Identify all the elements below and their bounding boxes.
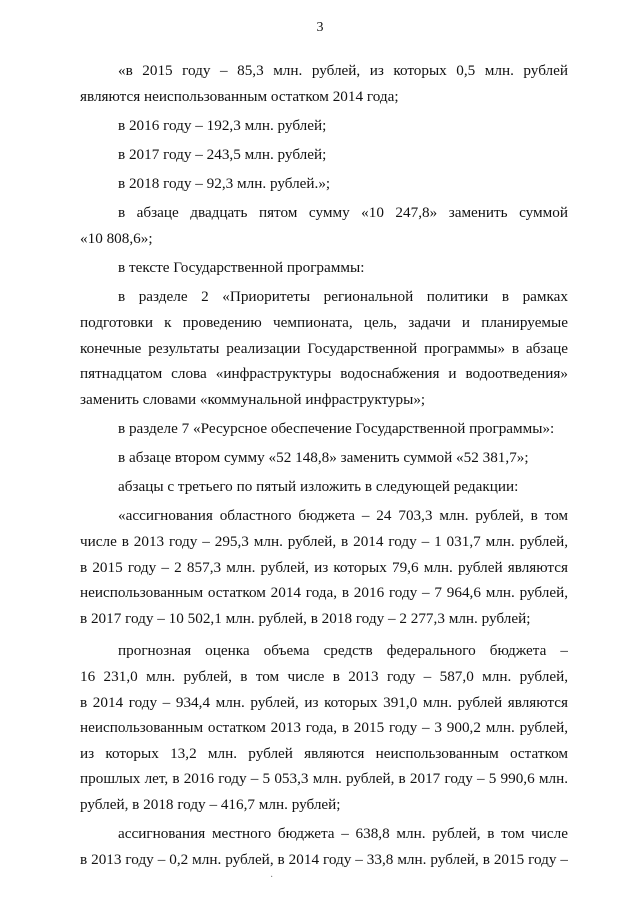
text-line: неиспользованным остатком 2014 года, в 2016 году – 7 964,6 млн. рублей,	[80, 584, 568, 602]
text-line: 16 231,0 млн. рублей, в том числе в 2013 году – 587,0 млн. рублей,	[80, 668, 568, 685]
text-line: прогнозная оценка объема средств федерального бюджета –	[118, 642, 568, 660]
text-line: пятнадцатом слова «инфраструктуры водоснабжения и водоотведения»	[80, 365, 568, 383]
text-line: прошлых лет, в 2016 году – 5 053,3 млн. рублей, в 2017 году – 5 990,6 млн.	[80, 770, 568, 788]
text-line: числе в 2013 году – 295,3 млн. рублей, в 2014 году – 1 031,7 млн. рублей,	[80, 533, 568, 551]
text-line: в тексте Государственной программы:	[118, 259, 365, 277]
text-line: абзацы с третьего по пятый изложить в следующей редакции:	[118, 478, 519, 496]
text-line: в 2017 году – 10 502,1 млн. рублей, в 2018 году – 2 277,3 млн. рублей;	[80, 609, 531, 627]
text-line: в разделе 2 «Приоритеты региональной политики в рамках	[118, 288, 568, 306]
page-number: 3	[316, 20, 324, 35]
text-line: в 2014 году – 934,4 млн. рублей, из которых 391,0 млн. рублей являются	[80, 693, 568, 711]
text-line: в 2015 году – 2 857,3 млн. рублей, из которых 79,6 млн. рублей являются	[80, 558, 568, 576]
text-line: неиспользованным остатком 2013 года, в 2015 году – 3 900,2 млн. рублей,	[80, 719, 568, 737]
text-line: из которых 13,2 млн. рублей являются неиспользованным остатком	[80, 744, 568, 762]
scan-mark: ·	[270, 872, 274, 883]
text-line: в абзаце двадцать пятом сумму «10 247,8» заменить суммой	[118, 204, 568, 222]
text-line: ассигнования местного бюджета – 638,8 млн. рублей, в том числе	[118, 825, 568, 843]
text-line: в разделе 7 «Ресурсное обеспечение Государственной программы»:	[118, 419, 555, 437]
text-line: рублей, в 2018 году – 416,7 млн. рублей;	[80, 795, 341, 813]
text-line: в 2018 году – 92,3 млн. рублей.»;	[118, 175, 331, 193]
text-line: являются неиспользованным остатком 2014 года;	[80, 87, 399, 105]
text-line: в 2016 году – 192,3 млн. рублей;	[118, 116, 327, 134]
text-line: в абзаце втором сумму «52 148,8» заменить суммой «52 381,7»;	[118, 449, 529, 467]
text-line: «ассигнования областного бюджета – 24 703,3 млн. рублей, в том	[118, 507, 568, 525]
document-body	[80, 58, 568, 872]
text-line: в 2013 году – 0,2 млн. рублей, в 2014 году – 33,8 млн. рублей, в 2015 году –	[80, 850, 568, 868]
text-line: конечные результаты реализации Государственной программы» в абзаце	[80, 339, 568, 357]
text-line: «в 2015 году – 85,3 млн. рублей, из которых 0,5 млн. рублей	[118, 62, 568, 79]
text-line: заменить словами «коммунальной инфраструктуры»;	[80, 390, 426, 408]
text-line: в 2017 году – 243,5 млн. рублей;	[118, 145, 327, 163]
text-line: подготовки к проведению чемпионата, цель, задачи и планируемые	[80, 313, 568, 331]
text-line: «10 808,6»;	[80, 229, 153, 247]
